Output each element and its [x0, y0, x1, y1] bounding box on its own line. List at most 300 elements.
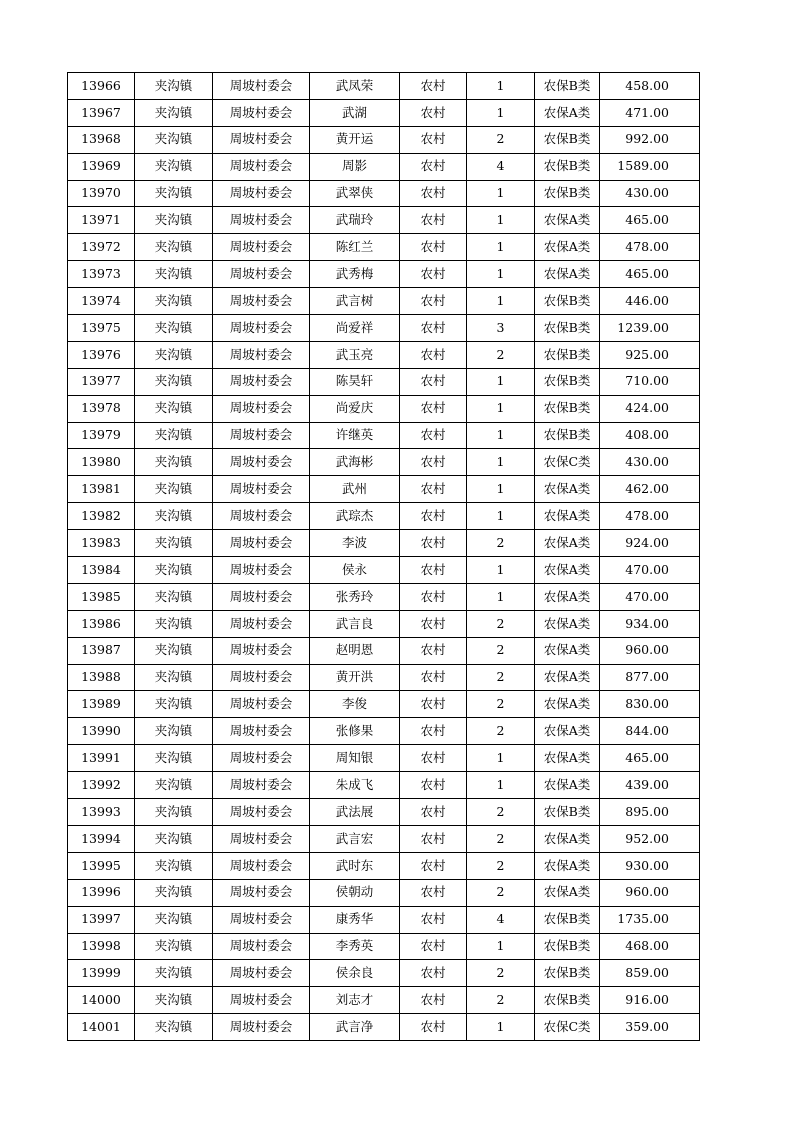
insurance-category-cell: 农保B类 — [535, 288, 600, 315]
person-name-cell: 尚爱祥 — [310, 315, 400, 342]
town-cell: 夹沟镇 — [135, 610, 213, 637]
household-count-cell: 4 — [467, 906, 535, 933]
area-type-cell: 农村 — [400, 530, 467, 557]
area-type-cell: 农村 — [400, 691, 467, 718]
area-type-cell: 农村 — [400, 772, 467, 799]
insurance-category-cell: 农保A类 — [535, 637, 600, 664]
record-id-cell: 14000 — [68, 987, 135, 1014]
amount-cell: 465.00 — [600, 745, 700, 772]
record-id-cell: 13999 — [68, 960, 135, 987]
table-row — [68, 583, 700, 610]
table-row — [68, 368, 700, 395]
record-id-cell: 13968 — [68, 126, 135, 153]
insurance-category-cell: 农保A类 — [535, 261, 600, 288]
area-type-cell: 农村 — [400, 73, 467, 100]
table-row — [68, 664, 700, 691]
amount-cell: 1239.00 — [600, 315, 700, 342]
insurance-category-cell: 农保A类 — [535, 99, 600, 126]
record-id-cell: 13993 — [68, 799, 135, 826]
table-row — [68, 745, 700, 772]
village-committee-cell: 周坡村委会 — [213, 449, 310, 476]
record-id-cell: 13991 — [68, 745, 135, 772]
table-row — [68, 906, 700, 933]
household-count-cell: 2 — [467, 610, 535, 637]
table-row — [68, 637, 700, 664]
village-committee-cell: 周坡村委会 — [213, 73, 310, 100]
household-count-cell: 1 — [467, 772, 535, 799]
table-row — [68, 799, 700, 826]
amount-cell: 446.00 — [600, 288, 700, 315]
area-type-cell: 农村 — [400, 234, 467, 261]
village-committee-cell: 周坡村委会 — [213, 368, 310, 395]
town-cell: 夹沟镇 — [135, 153, 213, 180]
town-cell: 夹沟镇 — [135, 1014, 213, 1041]
area-type-cell: 农村 — [400, 368, 467, 395]
person-name-cell: 武凤荣 — [310, 73, 400, 100]
town-cell: 夹沟镇 — [135, 960, 213, 987]
area-type-cell: 农村 — [400, 153, 467, 180]
record-id-cell: 13978 — [68, 395, 135, 422]
household-count-cell: 1 — [467, 395, 535, 422]
table-row — [68, 180, 700, 207]
amount-cell: 710.00 — [600, 368, 700, 395]
area-type-cell: 农村 — [400, 261, 467, 288]
person-name-cell: 武湖 — [310, 99, 400, 126]
amount-cell: 470.00 — [600, 583, 700, 610]
insurance-category-cell: 农保B类 — [535, 73, 600, 100]
household-count-cell: 1 — [467, 234, 535, 261]
insurance-category-cell: 农保B类 — [535, 960, 600, 987]
record-id-cell: 13987 — [68, 637, 135, 664]
insurance-category-cell: 农保B类 — [535, 987, 600, 1014]
village-committee-cell: 周坡村委会 — [213, 664, 310, 691]
village-committee-cell: 周坡村委会 — [213, 503, 310, 530]
amount-cell: 916.00 — [600, 987, 700, 1014]
table-row — [68, 825, 700, 852]
village-committee-cell: 周坡村委会 — [213, 207, 310, 234]
person-name-cell: 朱成飞 — [310, 772, 400, 799]
village-committee-cell: 周坡村委会 — [213, 718, 310, 745]
village-committee-cell: 周坡村委会 — [213, 180, 310, 207]
household-count-cell: 2 — [467, 664, 535, 691]
area-type-cell: 农村 — [400, 610, 467, 637]
record-id-cell: 13992 — [68, 772, 135, 799]
record-id-cell: 13984 — [68, 557, 135, 584]
insurance-category-cell: 农保A类 — [535, 530, 600, 557]
insurance-category-cell: 农保B类 — [535, 153, 600, 180]
area-type-cell: 农村 — [400, 1014, 467, 1041]
insurance-category-cell: 农保A类 — [535, 583, 600, 610]
household-count-cell: 1 — [467, 933, 535, 960]
town-cell: 夹沟镇 — [135, 73, 213, 100]
record-id-cell: 13970 — [68, 180, 135, 207]
town-cell: 夹沟镇 — [135, 99, 213, 126]
person-name-cell: 陈红兰 — [310, 234, 400, 261]
area-type-cell: 农村 — [400, 745, 467, 772]
record-id-cell: 13998 — [68, 933, 135, 960]
table-row — [68, 852, 700, 879]
person-name-cell: 康秀华 — [310, 906, 400, 933]
village-committee-cell: 周坡村委会 — [213, 315, 310, 342]
insurance-category-cell: 农保A类 — [535, 476, 600, 503]
amount-cell: 471.00 — [600, 99, 700, 126]
person-name-cell: 武秀梅 — [310, 261, 400, 288]
town-cell: 夹沟镇 — [135, 987, 213, 1014]
person-name-cell: 陈昊轩 — [310, 368, 400, 395]
table-row — [68, 987, 700, 1014]
household-count-cell: 1 — [467, 503, 535, 530]
insurance-category-cell: 农保C类 — [535, 1014, 600, 1041]
person-name-cell: 武言净 — [310, 1014, 400, 1041]
record-id-cell: 13977 — [68, 368, 135, 395]
area-type-cell: 农村 — [400, 449, 467, 476]
person-name-cell: 武翠侠 — [310, 180, 400, 207]
record-id-cell: 13976 — [68, 341, 135, 368]
village-committee-cell: 周坡村委会 — [213, 799, 310, 826]
household-count-cell: 4 — [467, 153, 535, 180]
person-name-cell: 李秀英 — [310, 933, 400, 960]
area-type-cell: 农村 — [400, 852, 467, 879]
table-row — [68, 503, 700, 530]
table-row — [68, 879, 700, 906]
person-name-cell: 许继英 — [310, 422, 400, 449]
table-row — [68, 476, 700, 503]
record-id-cell: 14001 — [68, 1014, 135, 1041]
table-row — [68, 557, 700, 584]
town-cell: 夹沟镇 — [135, 879, 213, 906]
insurance-category-cell: 农保A类 — [535, 825, 600, 852]
amount-cell: 458.00 — [600, 73, 700, 100]
insurance-category-cell: 农保B类 — [535, 315, 600, 342]
household-count-cell: 2 — [467, 126, 535, 153]
amount-cell: 952.00 — [600, 825, 700, 852]
record-id-cell: 13967 — [68, 99, 135, 126]
record-id-cell: 13989 — [68, 691, 135, 718]
village-committee-cell: 周坡村委会 — [213, 745, 310, 772]
amount-cell: 465.00 — [600, 261, 700, 288]
record-id-cell: 13982 — [68, 503, 135, 530]
amount-cell: 424.00 — [600, 395, 700, 422]
town-cell: 夹沟镇 — [135, 906, 213, 933]
amount-cell: 1589.00 — [600, 153, 700, 180]
amount-cell: 478.00 — [600, 503, 700, 530]
amount-cell: 408.00 — [600, 422, 700, 449]
record-id-cell: 13983 — [68, 530, 135, 557]
insurance-category-cell: 农保A类 — [535, 718, 600, 745]
insurance-category-cell: 农保B类 — [535, 906, 600, 933]
area-type-cell: 农村 — [400, 180, 467, 207]
town-cell: 夹沟镇 — [135, 772, 213, 799]
village-committee-cell: 周坡村委会 — [213, 288, 310, 315]
town-cell: 夹沟镇 — [135, 718, 213, 745]
household-count-cell: 1 — [467, 180, 535, 207]
household-count-cell: 1 — [467, 1014, 535, 1041]
town-cell: 夹沟镇 — [135, 126, 213, 153]
town-cell: 夹沟镇 — [135, 261, 213, 288]
town-cell: 夹沟镇 — [135, 180, 213, 207]
household-count-cell: 1 — [467, 73, 535, 100]
table-row — [68, 234, 700, 261]
amount-cell: 478.00 — [600, 234, 700, 261]
town-cell: 夹沟镇 — [135, 449, 213, 476]
person-name-cell: 刘志才 — [310, 987, 400, 1014]
table-row — [68, 960, 700, 987]
town-cell: 夹沟镇 — [135, 530, 213, 557]
record-id-cell: 13966 — [68, 73, 135, 100]
insurance-category-cell: 农保A类 — [535, 745, 600, 772]
person-name-cell: 武言树 — [310, 288, 400, 315]
household-count-cell: 3 — [467, 315, 535, 342]
table-row — [68, 610, 700, 637]
record-id-cell: 13997 — [68, 906, 135, 933]
area-type-cell: 农村 — [400, 933, 467, 960]
village-committee-cell: 周坡村委会 — [213, 987, 310, 1014]
town-cell: 夹沟镇 — [135, 933, 213, 960]
person-name-cell: 侯永 — [310, 557, 400, 584]
amount-cell: 934.00 — [600, 610, 700, 637]
table-row — [68, 449, 700, 476]
household-count-cell: 1 — [467, 476, 535, 503]
table-row — [68, 341, 700, 368]
table-row — [68, 73, 700, 100]
person-name-cell: 尚爱庆 — [310, 395, 400, 422]
area-type-cell: 农村 — [400, 99, 467, 126]
town-cell: 夹沟镇 — [135, 234, 213, 261]
person-name-cell: 武琮杰 — [310, 503, 400, 530]
amount-cell: 1735.00 — [600, 906, 700, 933]
person-name-cell: 侯余良 — [310, 960, 400, 987]
insurance-category-cell: 农保A类 — [535, 664, 600, 691]
table-row — [68, 718, 700, 745]
person-name-cell: 武言良 — [310, 610, 400, 637]
town-cell: 夹沟镇 — [135, 691, 213, 718]
amount-cell: 439.00 — [600, 772, 700, 799]
record-id-cell: 13988 — [68, 664, 135, 691]
record-id-cell: 13985 — [68, 583, 135, 610]
area-type-cell: 农村 — [400, 207, 467, 234]
record-id-cell: 13979 — [68, 422, 135, 449]
person-name-cell: 张秀玲 — [310, 583, 400, 610]
household-count-cell: 1 — [467, 207, 535, 234]
village-committee-cell: 周坡村委会 — [213, 234, 310, 261]
person-name-cell: 李俊 — [310, 691, 400, 718]
amount-cell: 992.00 — [600, 126, 700, 153]
amount-cell: 960.00 — [600, 879, 700, 906]
roster-body — [68, 73, 700, 1041]
area-type-cell: 农村 — [400, 503, 467, 530]
household-count-cell: 1 — [467, 745, 535, 772]
record-id-cell: 13981 — [68, 476, 135, 503]
person-name-cell: 武海彬 — [310, 449, 400, 476]
town-cell: 夹沟镇 — [135, 315, 213, 342]
area-type-cell: 农村 — [400, 422, 467, 449]
household-count-cell: 2 — [467, 879, 535, 906]
area-type-cell: 农村 — [400, 825, 467, 852]
record-id-cell: 13995 — [68, 852, 135, 879]
area-type-cell: 农村 — [400, 718, 467, 745]
town-cell: 夹沟镇 — [135, 288, 213, 315]
household-count-cell: 1 — [467, 99, 535, 126]
table-row — [68, 395, 700, 422]
household-count-cell: 1 — [467, 368, 535, 395]
table-row — [68, 288, 700, 315]
household-count-cell: 2 — [467, 960, 535, 987]
amount-cell: 960.00 — [600, 637, 700, 664]
person-name-cell: 黄开运 — [310, 126, 400, 153]
record-id-cell: 13972 — [68, 234, 135, 261]
table-row — [68, 530, 700, 557]
amount-cell: 470.00 — [600, 557, 700, 584]
area-type-cell: 农村 — [400, 960, 467, 987]
town-cell: 夹沟镇 — [135, 207, 213, 234]
village-committee-cell: 周坡村委会 — [213, 153, 310, 180]
town-cell: 夹沟镇 — [135, 395, 213, 422]
household-count-cell: 1 — [467, 288, 535, 315]
insurance-category-cell: 农保B类 — [535, 799, 600, 826]
table-row — [68, 1014, 700, 1041]
amount-cell: 430.00 — [600, 180, 700, 207]
household-count-cell: 2 — [467, 341, 535, 368]
village-committee-cell: 周坡村委会 — [213, 852, 310, 879]
insurance-category-cell: 农保B类 — [535, 368, 600, 395]
area-type-cell: 农村 — [400, 879, 467, 906]
village-committee-cell: 周坡村委会 — [213, 772, 310, 799]
amount-cell: 359.00 — [600, 1014, 700, 1041]
village-committee-cell: 周坡村委会 — [213, 422, 310, 449]
table-row — [68, 933, 700, 960]
amount-cell: 462.00 — [600, 476, 700, 503]
area-type-cell: 农村 — [400, 583, 467, 610]
household-count-cell: 1 — [467, 422, 535, 449]
table-row — [68, 772, 700, 799]
amount-cell: 895.00 — [600, 799, 700, 826]
person-name-cell: 张修果 — [310, 718, 400, 745]
amount-cell: 844.00 — [600, 718, 700, 745]
household-count-cell: 2 — [467, 718, 535, 745]
record-id-cell: 13969 — [68, 153, 135, 180]
person-name-cell: 周影 — [310, 153, 400, 180]
village-committee-cell: 周坡村委会 — [213, 691, 310, 718]
roster-table — [67, 72, 700, 1041]
household-count-cell: 1 — [467, 583, 535, 610]
person-name-cell: 武言宏 — [310, 825, 400, 852]
amount-cell: 925.00 — [600, 341, 700, 368]
village-committee-cell: 周坡村委会 — [213, 906, 310, 933]
person-name-cell: 武法展 — [310, 799, 400, 826]
area-type-cell: 农村 — [400, 987, 467, 1014]
amount-cell: 877.00 — [600, 664, 700, 691]
insurance-category-cell: 农保B类 — [535, 341, 600, 368]
town-cell: 夹沟镇 — [135, 368, 213, 395]
town-cell: 夹沟镇 — [135, 745, 213, 772]
household-count-cell: 2 — [467, 799, 535, 826]
area-type-cell: 农村 — [400, 637, 467, 664]
household-count-cell: 2 — [467, 987, 535, 1014]
record-id-cell: 13974 — [68, 288, 135, 315]
table-row — [68, 315, 700, 342]
area-type-cell: 农村 — [400, 557, 467, 584]
insurance-category-cell: 农保A类 — [535, 557, 600, 584]
table-row — [68, 153, 700, 180]
area-type-cell: 农村 — [400, 906, 467, 933]
insurance-category-cell: 农保A类 — [535, 207, 600, 234]
household-count-cell: 1 — [467, 557, 535, 584]
amount-cell: 830.00 — [600, 691, 700, 718]
household-count-cell: 2 — [467, 852, 535, 879]
town-cell: 夹沟镇 — [135, 852, 213, 879]
person-name-cell: 赵明恩 — [310, 637, 400, 664]
village-committee-cell: 周坡村委会 — [213, 99, 310, 126]
area-type-cell: 农村 — [400, 476, 467, 503]
insurance-category-cell: 农保B类 — [535, 126, 600, 153]
person-name-cell: 侯朝动 — [310, 879, 400, 906]
area-type-cell: 农村 — [400, 799, 467, 826]
insurance-category-cell: 农保A类 — [535, 772, 600, 799]
person-name-cell: 武玉亮 — [310, 341, 400, 368]
area-type-cell: 农村 — [400, 126, 467, 153]
town-cell: 夹沟镇 — [135, 422, 213, 449]
record-id-cell: 13986 — [68, 610, 135, 637]
table-row — [68, 99, 700, 126]
table-row — [68, 422, 700, 449]
person-name-cell: 李波 — [310, 530, 400, 557]
person-name-cell: 武州 — [310, 476, 400, 503]
town-cell: 夹沟镇 — [135, 341, 213, 368]
town-cell: 夹沟镇 — [135, 476, 213, 503]
household-count-cell: 2 — [467, 530, 535, 557]
area-type-cell: 农村 — [400, 288, 467, 315]
amount-cell: 430.00 — [600, 449, 700, 476]
household-count-cell: 2 — [467, 637, 535, 664]
village-committee-cell: 周坡村委会 — [213, 960, 310, 987]
amount-cell: 930.00 — [600, 852, 700, 879]
household-count-cell: 2 — [467, 691, 535, 718]
village-committee-cell: 周坡村委会 — [213, 1014, 310, 1041]
town-cell: 夹沟镇 — [135, 503, 213, 530]
table-row — [68, 126, 700, 153]
village-committee-cell: 周坡村委会 — [213, 825, 310, 852]
area-type-cell: 农村 — [400, 395, 467, 422]
town-cell: 夹沟镇 — [135, 637, 213, 664]
insurance-category-cell: 农保A类 — [535, 503, 600, 530]
town-cell: 夹沟镇 — [135, 664, 213, 691]
person-name-cell: 黄开洪 — [310, 664, 400, 691]
village-committee-cell: 周坡村委会 — [213, 341, 310, 368]
village-committee-cell: 周坡村委会 — [213, 261, 310, 288]
record-id-cell: 13996 — [68, 879, 135, 906]
record-id-cell: 13990 — [68, 718, 135, 745]
insurance-category-cell: 农保B类 — [535, 180, 600, 207]
amount-cell: 465.00 — [600, 207, 700, 234]
household-count-cell: 2 — [467, 825, 535, 852]
village-committee-cell: 周坡村委会 — [213, 476, 310, 503]
person-name-cell: 周知银 — [310, 745, 400, 772]
village-committee-cell: 周坡村委会 — [213, 637, 310, 664]
household-count-cell: 1 — [467, 261, 535, 288]
insurance-category-cell: 农保A类 — [535, 610, 600, 637]
record-id-cell: 13975 — [68, 315, 135, 342]
record-id-cell: 13994 — [68, 825, 135, 852]
area-type-cell: 农村 — [400, 315, 467, 342]
insurance-category-cell: 农保A类 — [535, 234, 600, 261]
village-committee-cell: 周坡村委会 — [213, 583, 310, 610]
insurance-category-cell: 农保A类 — [535, 852, 600, 879]
record-id-cell: 13973 — [68, 261, 135, 288]
town-cell: 夹沟镇 — [135, 583, 213, 610]
household-count-cell: 1 — [467, 449, 535, 476]
village-committee-cell: 周坡村委会 — [213, 395, 310, 422]
village-committee-cell: 周坡村委会 — [213, 530, 310, 557]
